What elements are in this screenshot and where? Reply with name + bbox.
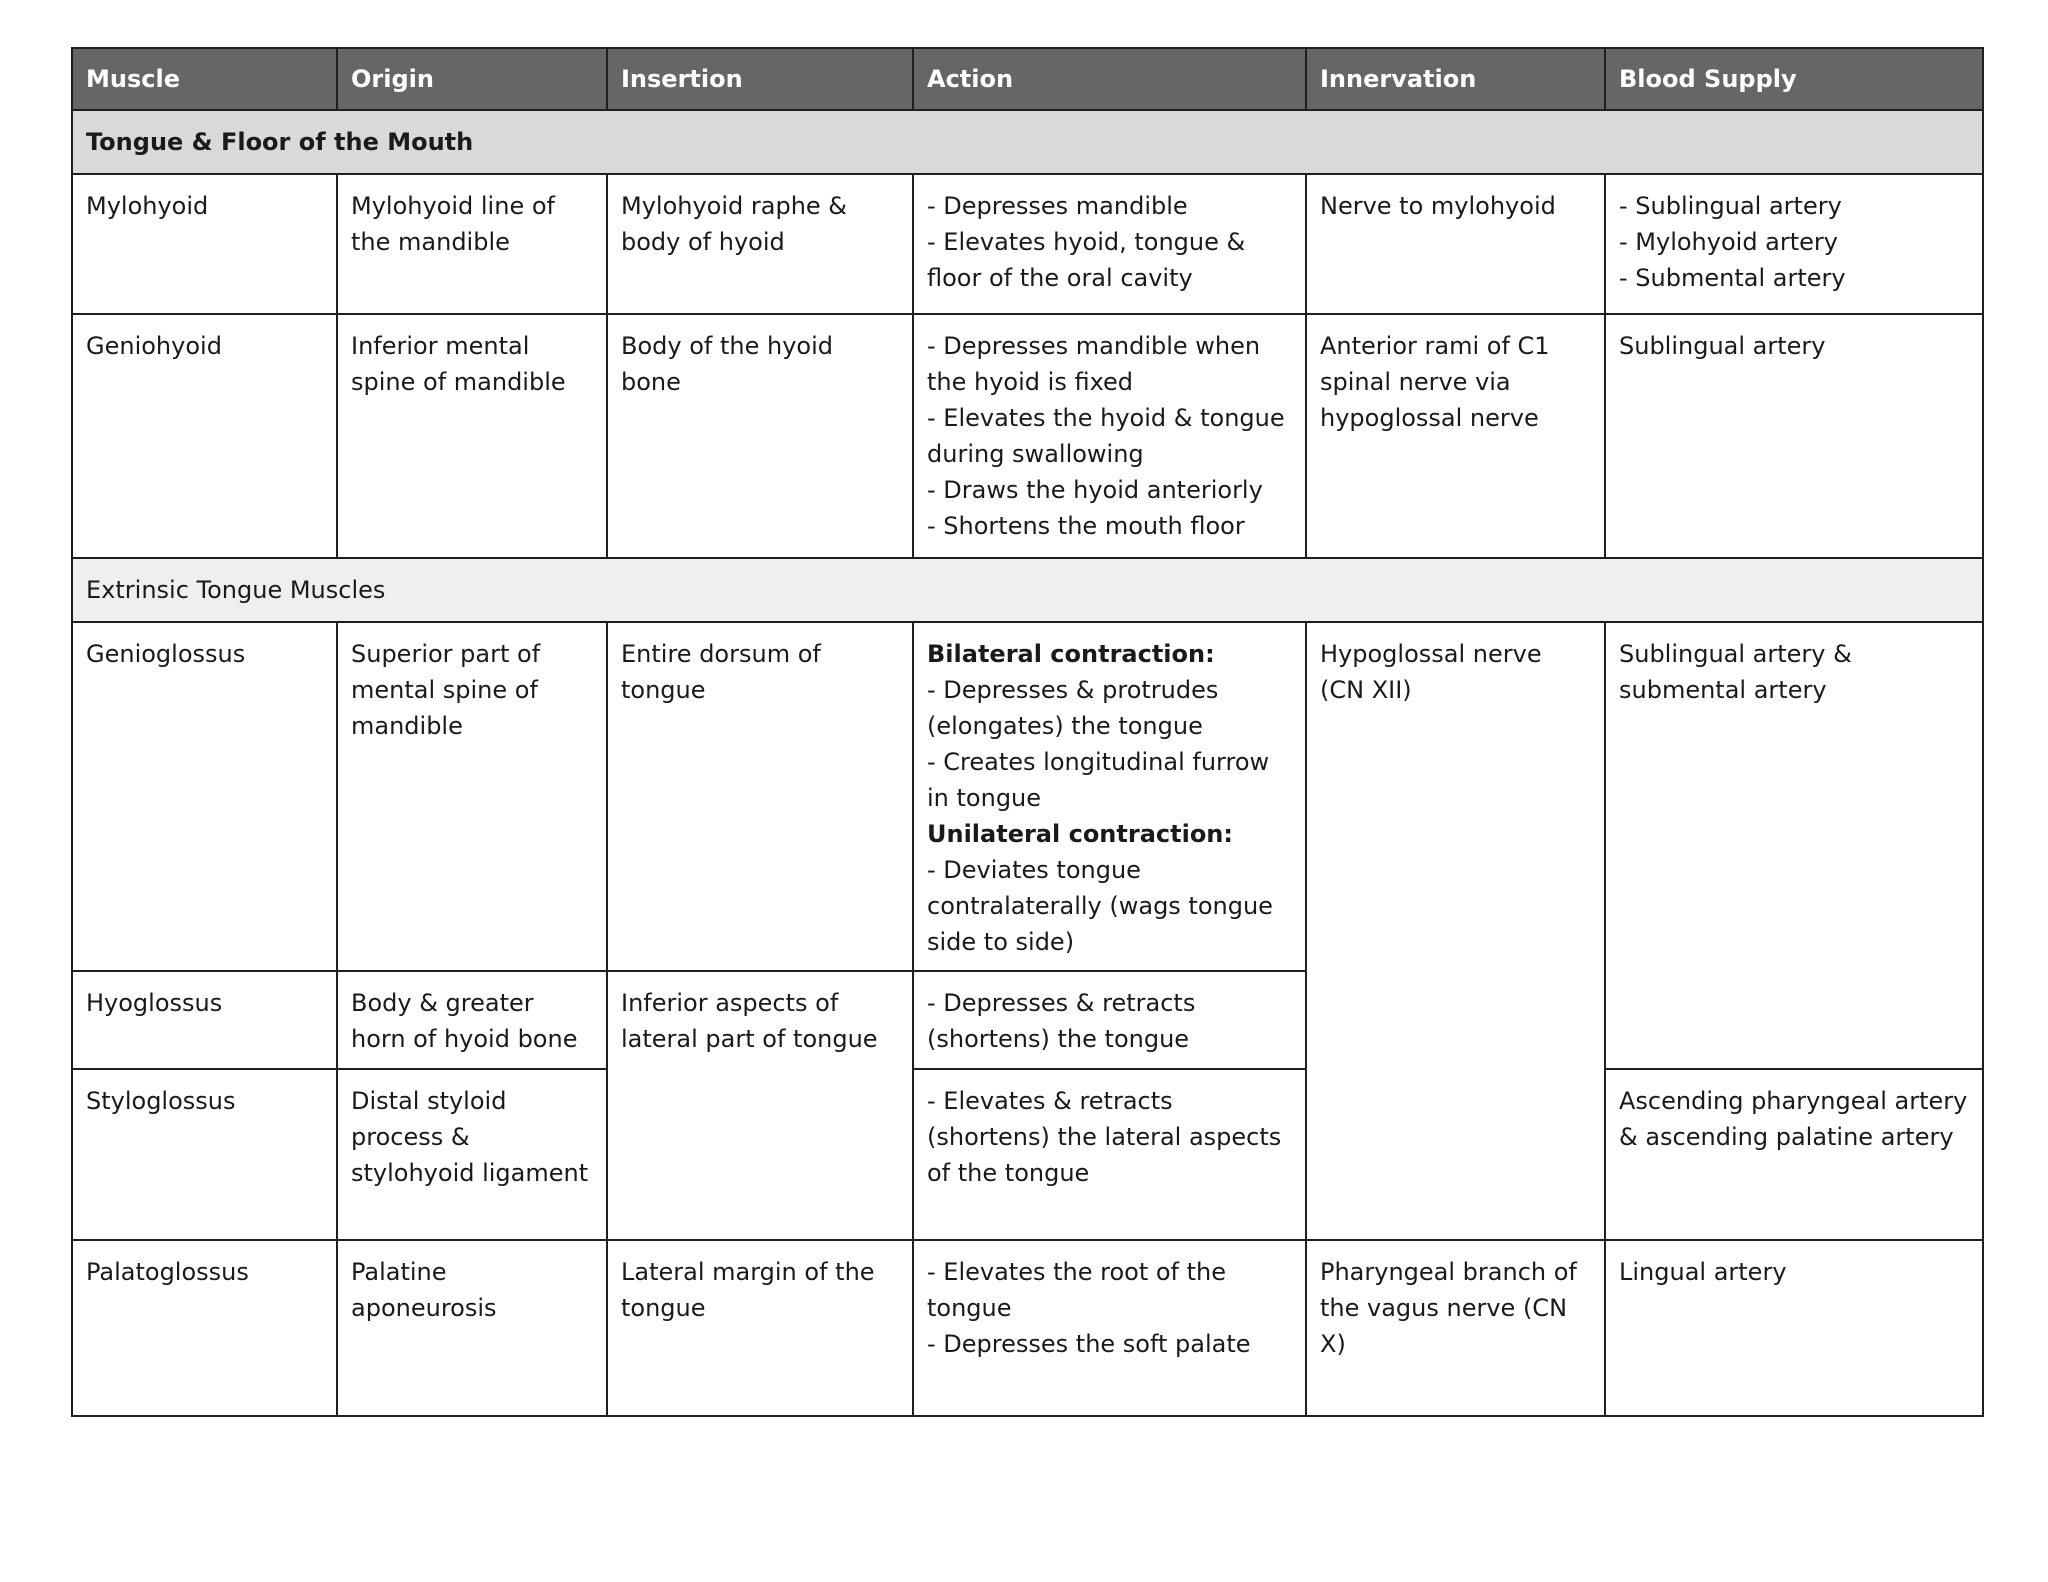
action-heading: Bilateral contraction: [927,640,1215,668]
cell-origin: Mylohyoid line of the mandible [337,174,607,314]
cell-insertion: Mylohyoid raphe & body of hyoid [607,174,913,314]
action-line: - Draws the hyoid anteriorly [927,476,1263,504]
header-blood-supply: Blood Supply [1605,48,1983,110]
cell-blood-supply: Ascending pharyngeal artery & ascending palatine artery [1605,1069,1983,1240]
table-row [72,314,1983,558]
action-line: - Creates longitudinal furrow in tongue [927,748,1270,812]
section-title: Extrinsic Tongue Muscles [72,558,1983,622]
table-row [72,622,1983,971]
header-origin: Origin [337,48,607,110]
action-line: - Depresses the soft palate [927,1330,1251,1358]
cell-action: - Depresses & retracts (shortens) the tongue [913,971,1306,1069]
table-row [72,1240,1983,1416]
cell-origin: Inferior mental spine of mandible [337,314,607,558]
cell-muscle: Mylohyoid [72,174,337,314]
table-row [72,174,1983,314]
blood-line: - Mylohyoid artery [1619,228,1838,256]
cell-insertion: Lateral margin of the tongue [607,1240,913,1416]
cell-muscle: Genioglossus [72,622,337,971]
cell-blood-supply: Lingual artery [1605,1240,1983,1416]
cell-origin: Superior part of mental spine of mandible [337,622,607,971]
cell-action [913,1240,1306,1416]
cell-muscle: Geniohyoid [72,314,337,558]
action-line: - Shortens the mouth floor [927,512,1245,540]
table-row [72,1069,1983,1240]
action-line: - Depresses mandible [927,192,1188,220]
action-line: - Elevates the root of the tongue [927,1258,1227,1322]
cell-action [913,622,1306,971]
cell-muscle: Hyoglossus [72,971,337,1069]
cell-insertion: Body of the hyoid bone [607,314,913,558]
action-line: - Elevates hyoid, tongue & floor of the oral cavity [927,228,1246,292]
muscle-table [71,47,1984,1417]
cell-action [913,174,1306,314]
action-line: - Depresses mandible when the hyoid is fixed [927,332,1261,396]
header-row [72,48,1983,110]
action-line: - Elevates the hyoid & tongue during swallowing [927,404,1285,468]
cell-innervation: Nerve to mylohyoid [1306,174,1605,314]
cell-innervation: Pharyngeal branch of the vagus nerve (CN X) [1306,1240,1605,1416]
blood-line: - Submental artery [1619,264,1846,292]
action-heading: Unilateral contraction: [927,820,1233,848]
header-muscle: Muscle [72,48,337,110]
cell-insertion: Entire dorsum of tongue [607,622,913,971]
cell-innervation: Hypoglossal nerve (CN XII) [1306,622,1605,1240]
cell-blood-supply: Sublingual artery & submental artery [1605,622,1983,1069]
cell-origin: Distal styloid process & stylohyoid ligament [337,1069,607,1240]
cell-muscle: Palatoglossus [72,1240,337,1416]
cell-insertion: Inferior aspects of lateral part of tongue [607,971,913,1240]
section-row-tongue-floor [72,110,1983,174]
header-action: Action [913,48,1306,110]
section-title: Tongue & Floor of the Mouth [72,110,1983,174]
cell-origin: Body & greater horn of hyoid bone [337,971,607,1069]
blood-line: - Sublingual artery [1619,192,1842,220]
cell-blood-supply: Sublingual artery [1605,314,1983,558]
cell-innervation: Anterior rami of C1 spinal nerve via hypoglossal nerve [1306,314,1605,558]
cell-origin: Palatine aponeurosis [337,1240,607,1416]
cell-muscle: Styloglossus [72,1069,337,1240]
action-line: - Depresses & protrudes (elongates) the tongue [927,676,1219,740]
cell-blood-supply [1605,174,1983,314]
section-row-extrinsic [72,558,1983,622]
header-innervation: Innervation [1306,48,1605,110]
header-insertion: Insertion [607,48,913,110]
cell-action [913,314,1306,558]
cell-action: - Elevates & retracts (shortens) the lateral aspects of the tongue [913,1069,1306,1240]
action-line: - Deviates tongue contralaterally (wags tongue side to side) [927,856,1273,956]
